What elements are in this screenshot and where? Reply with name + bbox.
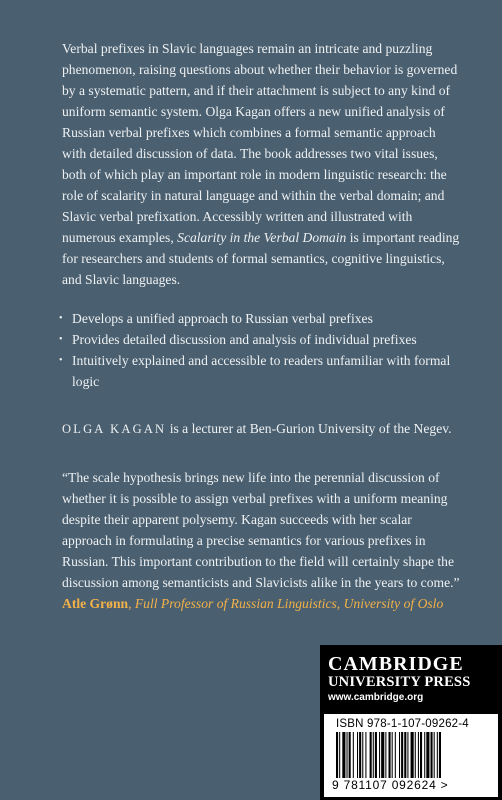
- endorser-name: Atle Grønn: [62, 596, 129, 611]
- book-title-italic: Scalarity in the Verbal Domain: [177, 230, 347, 245]
- feature-item: • Develops a unified approach to Russian verbal prefixes: [62, 308, 462, 329]
- feature-item: • Intuitively explained and accessible to readers unfamiliar with formal logic: [62, 350, 462, 392]
- endorsement-quote: “The scale hypothesis brings new life into the perennial discussion of whether it is possible to assign verbal prefixes with a uniform meaning despite their apparent polysemy. Kagan succeeds with her scalar approach in formulating a precise semantics for various prefixes in Russian. This important contribution to the field will certainly shape the discussion among semanticists and Slavicists alike in the years to come.”: [62, 470, 460, 590]
- barcode-digits: 9 781107 092624 >: [332, 778, 449, 792]
- description-text: Verbal prefixes in Slavic languages remain an intricate and puzzling phenomenon, raising questions about whether their behavior is governed by a systematic pattern, and if their attachment is subject to any kind of uniform semantic system. Olga Kagan offers a new unified analysis of Russian verbal prefixes which combines a formal semantic approach with detailed discussion of data. The book addresses two vital issues, both of which play an important role in modern linguistic research: the role of scalarity in natural language and within the verbal domain; and Slavic verbal prefixation. Accessibly written and illustrated with numerous examples,: [62, 41, 458, 245]
- description-text-end: is important reading for researchers and students of formal semantics, cognitive linguistics, and Slavic languages.: [62, 230, 460, 287]
- endorsement-attribution: [62, 593, 462, 614]
- publisher-block: [320, 645, 502, 800]
- feature-list: [62, 308, 462, 392]
- endorser-role: , Full Professor of Russian Linguistics, University of Oslo: [128, 596, 444, 611]
- book-description: [62, 38, 462, 290]
- publisher-subtitle: UNIVERSITY PRESS: [328, 674, 471, 690]
- isbn-label: ISBN 978-1-107-09262-4: [336, 718, 469, 730]
- author-bio-text: is a lecturer at Ben-Gurion University of the Negev.: [166, 421, 452, 436]
- author-bio: [62, 418, 462, 440]
- barcode: [324, 714, 498, 797]
- feature-item: • Provides detailed discussion and analysis of individual prefixes: [62, 329, 462, 350]
- author-name: OLGA KAGAN: [62, 422, 167, 436]
- back-cover-text: [62, 38, 462, 614]
- publisher-url: www.cambridge.org: [328, 692, 424, 703]
- barcode-bars: [334, 732, 492, 778]
- publisher-name: CAMBRIDGE: [328, 653, 464, 675]
